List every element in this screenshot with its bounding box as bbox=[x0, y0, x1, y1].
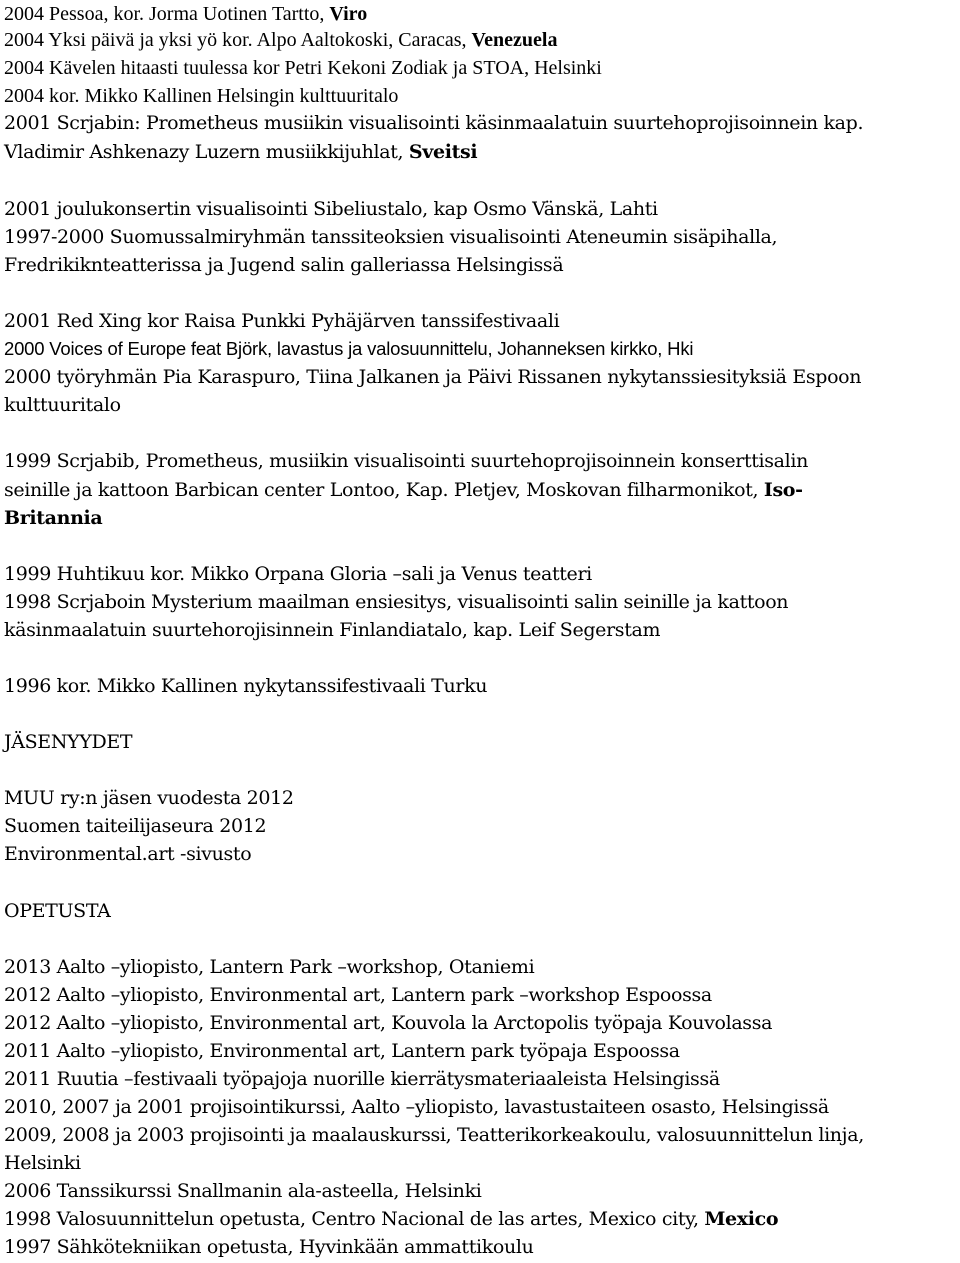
text-line: 2004 Kävelen hitaasti tuulessa kor Petri Kekoni Zodiak ja STOA, Helsinki bbox=[4, 57, 602, 79]
text-line: 2004 Pessoa, kor. Jorma Uotinen Tartto, Viro bbox=[4, 3, 368, 25]
text-line: 2009, 2008 ja 2003 projisointi ja maalauskurssi, Teatterikorkeakoulu, valosuunnittelun linja, bbox=[4, 1124, 864, 1146]
text-line: 1997-2000 Suomussalmiryhmän tanssiteoksien visualisointi Ateneumin sisäpihalla, bbox=[4, 226, 778, 248]
text-line: 2000 Voices of Europe feat Björk, lavastus ja valosuunnittelu, Johanneksen kirkko, Hki bbox=[4, 338, 694, 359]
text-line: 1997 Sähkötekniikan opetusta, Hyvinkään ammattikoulu bbox=[4, 1236, 534, 1258]
text-line: 2011 Aalto –yliopisto, Environmental art, Lantern park työpaja Espoossa bbox=[4, 1040, 680, 1062]
text-line: 2004 Yksi päivä ja yksi yö kor. Alpo Aaltokoski, Caracas, Venezuela bbox=[4, 29, 558, 51]
text-line: 2011 Ruutia –festivaali työpajoja nuorille kierrätysmateriaaleista Helsingissä bbox=[4, 1068, 720, 1090]
text-line: Fredrikiknteatterissa ja Jugend salin galleriassa Helsingissä bbox=[4, 254, 564, 276]
text-line: 2001 Red Xing kor Raisa Punkki Pyhäjärven tanssifestivaali bbox=[4, 310, 560, 332]
text-line: Helsinki bbox=[4, 1152, 81, 1174]
text-line: MUU ry:n jäsen vuodesta 2012 bbox=[4, 787, 294, 809]
text-line: 2001 joulukonsertin visualisointi Sibeliustalo, kap Osmo Vänskä, Lahti bbox=[4, 198, 658, 220]
text-line: seinille ja kattoon Barbican center Lontoo, Kap. Pletjev, Moskovan filharmonikot, Iso- bbox=[4, 479, 803, 501]
text-line: 2013 Aalto –yliopisto, Lantern Park –workshop, Otaniemi bbox=[4, 956, 535, 978]
text-line: käsinmaalatuin suurtehorojisinnein Finlandiatalo, kap. Leif Segerstam bbox=[4, 619, 661, 641]
section-heading: OPETUSTA bbox=[4, 900, 111, 922]
text-line: 1999 Huhtikuu kor. Mikko Orpana Gloria –sali ja Venus teatteri bbox=[4, 563, 592, 585]
text-line: 2010, 2007 ja 2001 projisointikurssi, Aalto –yliopisto, lavastustaiteen osasto, Helsingissä bbox=[4, 1096, 829, 1118]
text-line: Britannia bbox=[4, 507, 103, 529]
text-line: 1998 Valosuunnittelun opetusta, Centro Nacional de las artes, Mexico city, Mexico bbox=[4, 1208, 779, 1230]
text-line: 1998 Scrjaboin Mysterium maailman ensiesitys, visualisointi salin seinille ja kattoon bbox=[4, 591, 789, 613]
text-line: 2004 kor. Mikko Kallinen Helsingin kulttuuritalo bbox=[4, 85, 399, 107]
text-line: 1996 kor. Mikko Kallinen nykytanssifestivaali Turku bbox=[4, 675, 488, 697]
text-line: 2012 Aalto –yliopisto, Environmental art, Kouvola la Arctopolis työpaja Kouvolassa bbox=[4, 1012, 773, 1034]
text-line: Suomen taiteilijaseura 2012 bbox=[4, 815, 267, 837]
text-line: kulttuuritalo bbox=[4, 394, 121, 416]
text-line: 2000 työryhmän Pia Karaspuro, Tiina Jalkanen ja Päivi Rissanen nykytanssiesityksiä Espoon bbox=[4, 366, 862, 388]
text-line: Vladimir Ashkenazy Luzern musiikkijuhlat, Sveitsi bbox=[4, 141, 478, 163]
text-line: 2012 Aalto –yliopisto, Environmental art, Lantern park –workshop Espoossa bbox=[4, 984, 712, 1006]
text-line: Environmental.art -sivusto bbox=[4, 843, 252, 865]
text-line: 2001 Scrjabin: Prometheus musiikin visualisointi käsinmaalatuin suurtehoprojisoinnein kap. bbox=[4, 112, 864, 134]
section-heading: JÄSENYYDET bbox=[4, 731, 133, 753]
text-line: 1999 Scrjabib, Prometheus, musiikin visualisointi suurtehoprojisoinnein konserttisalin bbox=[4, 450, 808, 472]
text-line: 2006 Tanssikurssi Snallmanin ala-asteella, Helsinki bbox=[4, 1180, 482, 1202]
